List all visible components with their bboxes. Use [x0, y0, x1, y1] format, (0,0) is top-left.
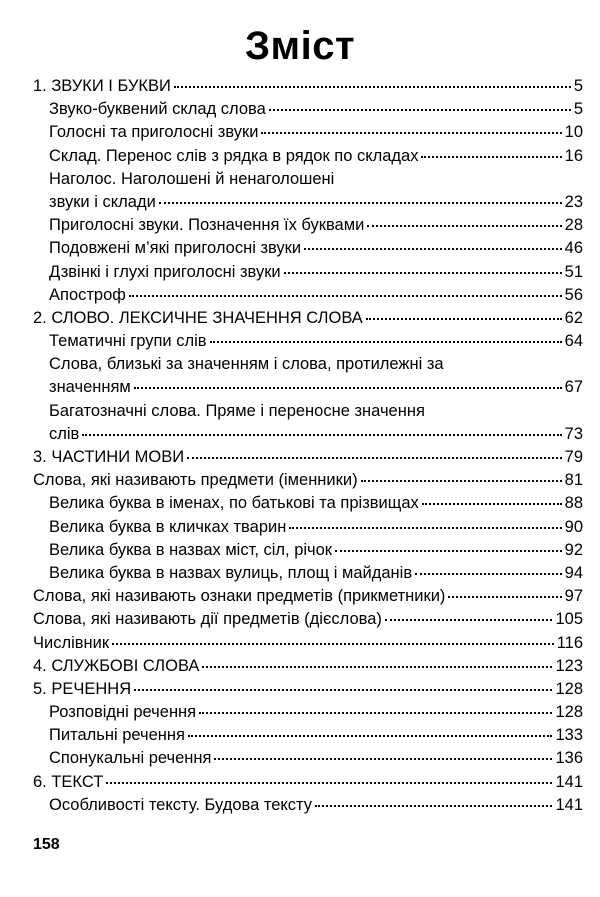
- toc-entry-title: Слова, які називають дії предметів (дієслова): [33, 610, 382, 629]
- toc-entry-page: 81: [564, 471, 583, 490]
- dot-leader: [289, 527, 561, 529]
- toc-entry: [33, 284, 583, 307]
- toc-entry-title: Велика буква в іменах, по батькові та прізвищах: [49, 494, 419, 513]
- toc-entry-title: Числівник: [33, 633, 110, 652]
- toc-entry-title: Тематичні групи слів: [49, 332, 207, 351]
- toc-entry-page: 23: [564, 192, 583, 211]
- toc-entry-title: Розповідні речення: [49, 703, 197, 722]
- toc-entry-title: Велика буква в назвах вулиць, площ і майданів: [49, 563, 413, 582]
- toc-entry-title: Велика буква в назвах міст, сіл, річок: [49, 540, 333, 559]
- toc-entry-page: 128: [555, 679, 583, 698]
- dot-leader: [202, 666, 552, 668]
- toc-entry-page: 46: [564, 239, 583, 258]
- toc-entry-title: Приголосні звуки. Позначення їх буквами: [49, 216, 365, 235]
- dot-leader: [261, 132, 561, 134]
- toc-entry-title: Слова, які називають предмети (іменники): [33, 471, 358, 490]
- toc-entry-page: 105: [555, 610, 583, 629]
- toc-entry-title: Подовжені м’які приголосні звуки: [49, 239, 302, 258]
- dot-leader: [367, 225, 561, 227]
- dot-leader: [214, 758, 552, 760]
- dot-leader: [335, 550, 562, 552]
- toc-entry: [33, 655, 583, 678]
- toc-entry: [33, 214, 583, 237]
- toc-entry-page: 51: [564, 262, 583, 281]
- toc-entry: [33, 261, 583, 284]
- toc-entry-page: 141: [555, 795, 583, 814]
- toc-entry: [33, 632, 583, 655]
- toc-entry: [33, 145, 583, 168]
- table-of-contents: [33, 75, 583, 817]
- toc-entry: [33, 771, 583, 794]
- toc-entry-page: 79: [564, 448, 583, 466]
- toc-entry-title: 4. СЛУЖБОВІ СЛОВА: [33, 656, 200, 675]
- toc-entry-page: 56: [564, 285, 583, 304]
- dot-leader: [82, 434, 561, 436]
- toc-entry: [33, 724, 583, 747]
- toc-entry: [33, 353, 583, 376]
- dot-leader: [284, 272, 562, 274]
- dot-leader: [366, 318, 562, 320]
- toc-entry: [33, 469, 583, 492]
- dot-leader: [174, 86, 571, 88]
- toc-entry-title: Велика буква в кличках тварин: [49, 517, 287, 536]
- toc-entry-page: 128: [555, 703, 583, 722]
- toc-entry-title: Слова, які називають ознаки предметів (прикметники): [33, 587, 446, 606]
- dot-leader: [159, 202, 562, 204]
- toc-entry: [33, 307, 583, 330]
- toc-entry: [33, 701, 583, 724]
- dot-leader: [421, 156, 561, 158]
- toc-entry-page: 73: [564, 424, 583, 443]
- toc-entry: [33, 121, 583, 144]
- toc-entry: [33, 75, 583, 98]
- toc-entry-title: Склад. Перенос слів з рядка в рядок по складах: [49, 146, 419, 165]
- toc-entry-page: 133: [555, 726, 583, 745]
- toc-entry-page: 5: [573, 77, 583, 95]
- dot-leader: [415, 573, 562, 575]
- toc-entry: [33, 98, 583, 121]
- toc-entry: [33, 376, 583, 399]
- dot-leader: [129, 295, 562, 297]
- toc-entry-title: 2. СЛОВО. ЛЕКСИЧНЕ ЗНАЧЕННЯ СЛОВА: [33, 308, 363, 327]
- toc-entry: [33, 678, 583, 701]
- toc-entry-title: Спонукальні речення: [49, 749, 212, 768]
- toc-entry: [33, 539, 583, 562]
- toc-entry-title: 1. ЗВУКИ І БУКВИ: [33, 77, 171, 95]
- dot-leader: [106, 782, 552, 784]
- toc-entry-title: 3. ЧАСТИНИ МОВИ: [33, 448, 185, 466]
- toc-entry-page: 62: [564, 308, 583, 327]
- toc-entry-title: Наголос. Наголошені й ненаголошені: [49, 169, 335, 188]
- toc-entry-title: Звуко-буквений склад слова: [49, 100, 266, 119]
- toc-entry-page: 123: [555, 656, 583, 675]
- toc-entry: [33, 608, 583, 631]
- toc-entry-page: 64: [564, 332, 583, 351]
- dot-leader: [385, 619, 553, 621]
- toc-entry-page: 90: [564, 517, 583, 536]
- toc-entry-title: слів: [49, 424, 80, 443]
- dot-leader: [315, 805, 552, 807]
- toc-entry: [33, 237, 583, 260]
- toc-entry-page: 10: [564, 123, 583, 142]
- toc-entry-page: 97: [564, 587, 583, 606]
- toc-entry: [33, 446, 583, 469]
- dot-leader: [304, 248, 562, 250]
- toc-entry-page: 94: [564, 563, 583, 582]
- dot-leader: [269, 109, 571, 111]
- toc-entry-title: Слова, близькі за значенням і слова, протилежні за: [49, 355, 444, 374]
- toc-entry-title: 5. РЕЧЕННЯ: [33, 679, 132, 698]
- toc-entry-title: Голосні та приголосні звуки: [49, 123, 259, 142]
- toc-entry-page: 28: [564, 216, 583, 235]
- toc-entry-title: Питальні речення: [49, 726, 185, 745]
- toc-entry: [33, 492, 583, 515]
- toc-entry-title: значенням: [49, 378, 131, 397]
- toc-entry: [33, 423, 583, 446]
- toc-entry-page: 88: [564, 494, 583, 513]
- toc-entry-title: Особливості тексту. Будова тексту: [49, 795, 313, 814]
- toc-entry-title: Апостроф: [49, 285, 126, 304]
- toc-entry: [33, 516, 583, 539]
- toc-entry: [33, 191, 583, 214]
- toc-entry-page: 141: [555, 772, 583, 791]
- toc-entry-page: 5: [573, 100, 583, 119]
- toc-entry: [33, 168, 583, 191]
- page-title: Зміст: [244, 24, 356, 68]
- toc-entry-title: 6. ТЕКСТ: [33, 772, 104, 791]
- toc-entry: [33, 794, 583, 817]
- dot-leader: [210, 341, 562, 343]
- toc-entry-page: 116: [556, 633, 583, 652]
- toc-entry-page: 67: [564, 378, 583, 397]
- dot-leader: [134, 387, 562, 389]
- toc-entry: [33, 747, 583, 770]
- toc-entry-title: Дзвінкі і глухі приголосні звуки: [49, 262, 281, 281]
- dot-leader: [188, 735, 553, 737]
- dot-leader: [134, 689, 552, 691]
- dot-leader: [112, 643, 554, 645]
- toc-entry-page: 136: [555, 749, 583, 768]
- toc-entry-page: 92: [564, 540, 583, 559]
- dot-leader: [422, 503, 562, 505]
- page-number: 158: [33, 836, 60, 853]
- dot-leader: [361, 480, 562, 482]
- toc-entry: [33, 400, 583, 423]
- toc-entry-page: 16: [564, 146, 583, 165]
- toc-entry: [33, 330, 583, 353]
- dot-leader: [187, 457, 562, 459]
- dot-leader: [199, 712, 552, 714]
- toc-entry: [33, 562, 583, 585]
- toc-entry-title: звуки і склади: [49, 192, 156, 211]
- toc-entry-title: Багатозначні слова. Пряме і переносне значення: [49, 401, 425, 420]
- toc-entry: [33, 585, 583, 608]
- dot-leader: [448, 596, 561, 598]
